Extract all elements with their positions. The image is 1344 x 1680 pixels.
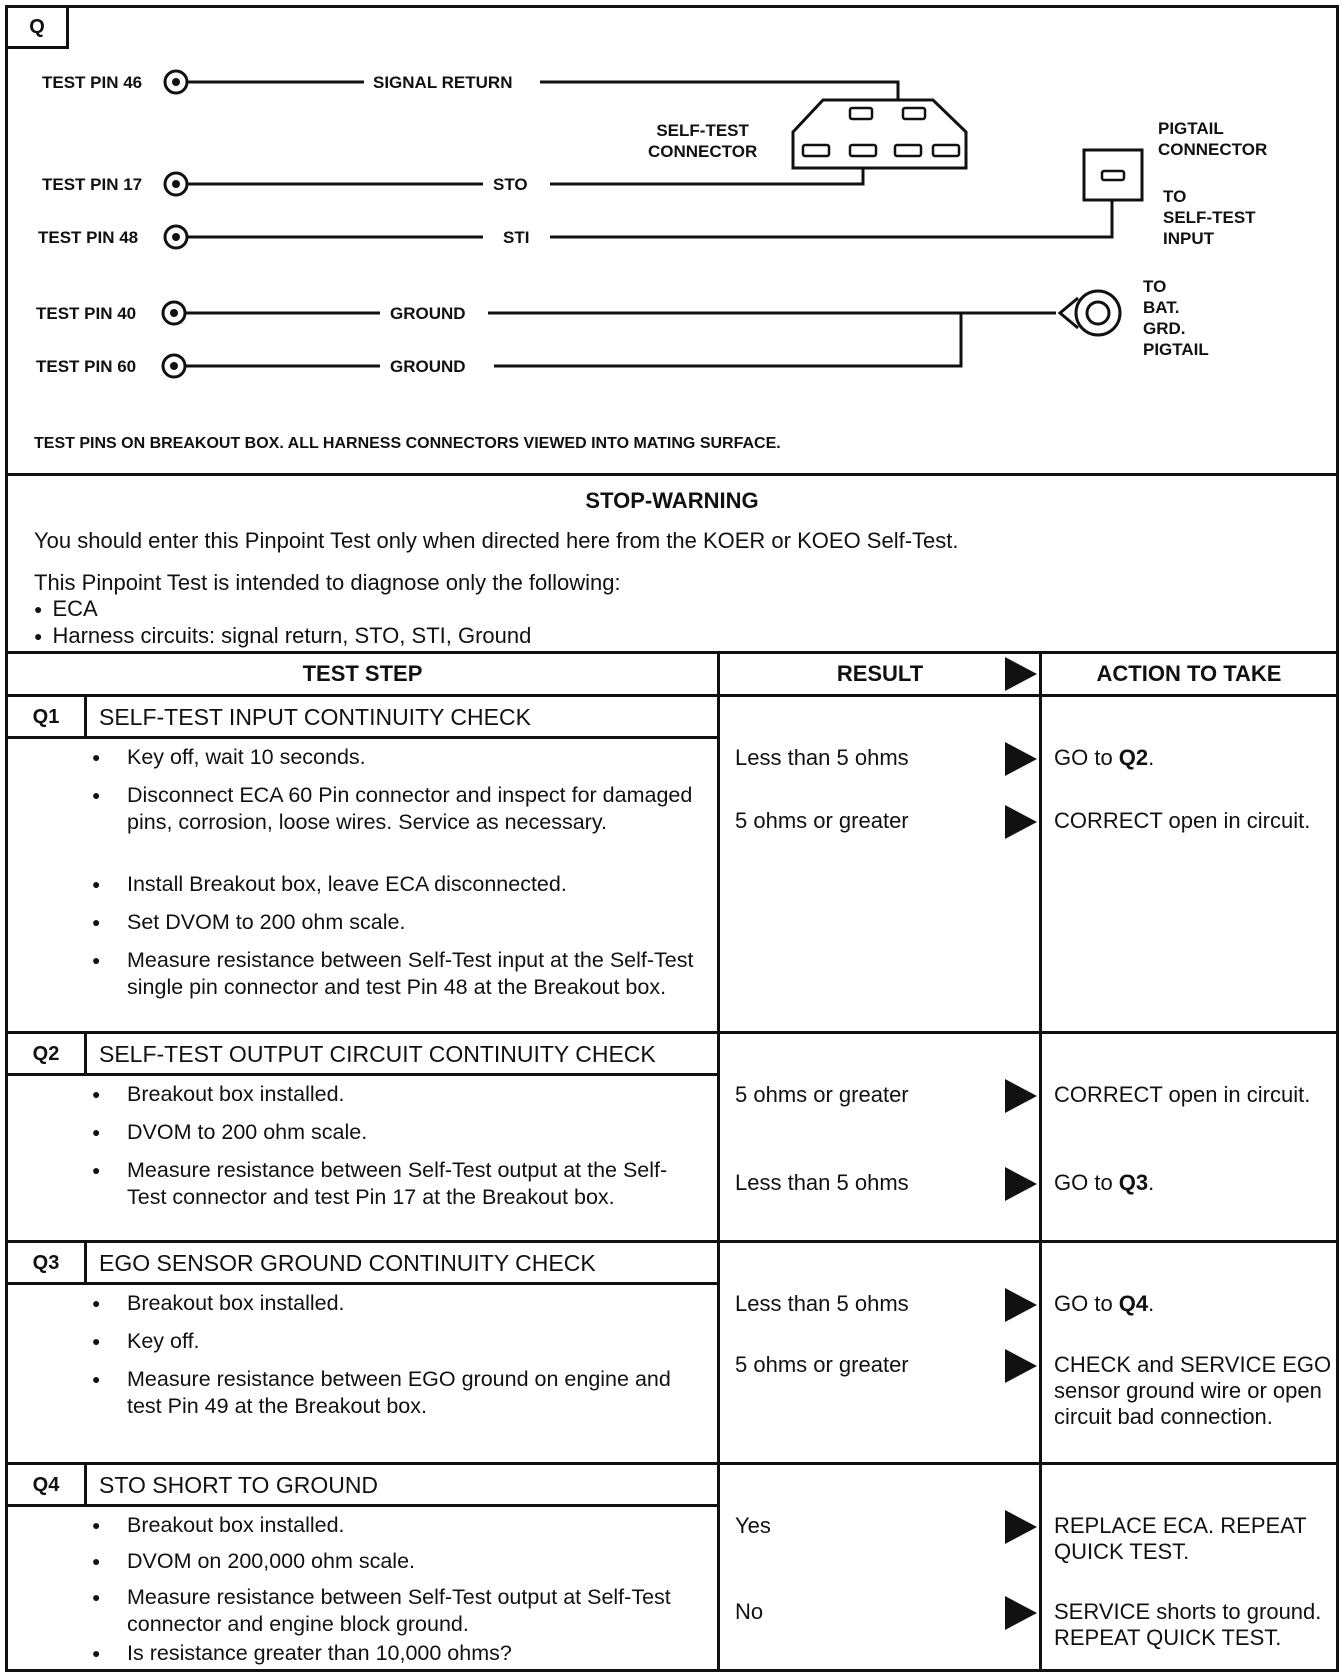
section-divider <box>8 1462 1336 1465</box>
action-text: CORRECT open in circuit. <box>1054 808 1311 833</box>
step-item: ● Measure resistance between EGO ground on engine and test Pin 49 at the Breakout box. <box>92 1367 671 1418</box>
arrow-icon <box>1005 742 1037 776</box>
arrow-icon <box>1005 657 1037 691</box>
section-title-divider <box>8 1282 717 1285</box>
pin40-signal: GROUND <box>390 304 466 323</box>
action-text: REPLACE ECA. REPEAT QUICK TEST. <box>1054 1513 1307 1564</box>
step-item: ● Measure resistance between Self-Test output at Self-Test connector and engine block ground. <box>92 1585 671 1636</box>
stop-warning <box>8 473 1336 651</box>
action-text: CORRECT open in circuit. <box>1054 1082 1311 1107</box>
section-title-divider <box>8 1073 717 1076</box>
wire-ground-60 <box>494 313 961 366</box>
section-divider <box>8 1031 1336 1034</box>
warning-line-2: This Pinpoint Test is intended to diagnose only the following: <box>34 570 621 595</box>
pin46-signal: SIGNAL RETURN <box>373 73 513 92</box>
warning-bullet: ● Harness circuits: signal return, STO, STI, Ground <box>34 623 531 649</box>
header-action: ACTION TO TAKE <box>1096 661 1282 686</box>
pigtail-connector-label: PIGTAIL CONNECTOR <box>1158 119 1268 159</box>
section-id: Q2 <box>8 1034 87 1074</box>
section-title: EGO SENSOR GROUND CONTINUITY CHECK <box>99 1250 596 1276</box>
wire-sto <box>550 168 863 184</box>
pin17-label: TEST PIN 17 <box>42 175 143 194</box>
section-divider <box>8 1240 1336 1243</box>
result-text: 5 ohms or greater <box>735 1082 909 1107</box>
step-item: ● Measure resistance between Self-Test output at the Self-Test connector and test Pin 17 at the Breakout box. <box>92 1158 668 1209</box>
pin48-label: TEST PIN 48 <box>38 228 139 247</box>
wire-signal-return <box>540 82 898 100</box>
result-text: Less than 5 ohms <box>735 1291 909 1316</box>
pin17-signal: STO <box>493 175 528 194</box>
result-text: No <box>735 1599 764 1624</box>
pin48-signal: STI <box>503 228 530 247</box>
wiring-lines <box>8 8 1336 473</box>
action-text: GO to Q3. <box>1054 1170 1155 1195</box>
step-item: ● Breakout box installed. <box>92 1291 345 1315</box>
arrow-icon <box>1005 805 1037 839</box>
warning-title: STOP-WARNING <box>585 488 759 513</box>
pigtail-connector-body <box>1084 150 1142 200</box>
result-text: Less than 5 ohms <box>735 745 909 770</box>
section-id: Q1 <box>8 697 87 737</box>
step-item: ● Measure resistance between Self-Test input at the Self-Test single pin connector and test Pin 48 at the Breakout box. <box>92 948 694 999</box>
test-table <box>8 651 1336 1672</box>
pinpoint-test-page <box>5 5 1339 1672</box>
section-id: Q4 <box>8 1465 87 1505</box>
self-test-connector-label: SELF-TEST CONNECTOR <box>648 121 758 161</box>
pin60-signal: GROUND <box>390 357 466 376</box>
to-self-test-input-label: TO SELF-TEST INPUT <box>1163 187 1256 248</box>
warning-line-1: You should enter this Pinpoint Test only when directed here from the KOER or KOEO Self-Test. <box>34 528 959 553</box>
header-divider <box>8 694 1336 697</box>
action-text: SERVICE shorts to ground. REPEAT QUICK TEST. <box>1054 1599 1322 1650</box>
result-text: Yes <box>735 1513 771 1538</box>
arrow-icon <box>1005 1079 1037 1113</box>
diagram-note: TEST PINS ON BREAKOUT BOX. ALL HARNESS CONNECTORS VIEWED INTO MATING SURFACE. <box>34 435 781 452</box>
section-id: Q3 <box>8 1243 87 1283</box>
step-item: ● Set DVOM to 200 ohm scale. <box>92 910 406 934</box>
column-divider <box>1039 654 1042 1672</box>
step-item: ● Install Breakout box, leave ECA disconnected. <box>92 872 567 896</box>
action-text: GO to Q4. <box>1054 1291 1155 1316</box>
header-result: RESULT <box>836 661 924 686</box>
section-title: SELF-TEST INPUT CONTINUITY CHECK <box>99 704 531 730</box>
section-title: STO SHORT TO GROUND <box>99 1472 379 1498</box>
wire-sti <box>550 200 1112 237</box>
step-item: ● DVOM on 200,000 ohm scale. <box>92 1549 416 1573</box>
section-title: SELF-TEST OUTPUT CIRCUIT CONTINUITY CHECK <box>99 1041 656 1067</box>
step-item: ● Breakout box installed. <box>92 1082 345 1106</box>
to-bat-grd-pigtail-label: TO BAT. GRD. PIGTAIL <box>1143 277 1209 359</box>
column-divider <box>717 654 720 1672</box>
self-test-connector-body <box>793 100 966 168</box>
action-text: CHECK and SERVICE EGO sensor ground wire or open circuit bad connection. <box>1054 1352 1332 1429</box>
action-text: GO to Q2. <box>1054 745 1155 770</box>
result-text: 5 ohms or greater <box>735 808 909 833</box>
arrow-icon <box>1005 1167 1037 1201</box>
arrow-icon <box>1005 1288 1037 1322</box>
step-item: ● DVOM to 200 ohm scale. <box>92 1120 368 1144</box>
pin46-label: TEST PIN 46 <box>42 73 143 92</box>
pin40-label: TEST PIN 40 <box>36 304 137 323</box>
step-item: ● Is resistance greater than 10,000 ohms? <box>92 1641 512 1665</box>
result-text: 5 ohms or greater <box>735 1352 909 1377</box>
pin60-label: TEST PIN 60 <box>36 357 137 376</box>
arrow-icon <box>1005 1349 1037 1383</box>
result-text: Less than 5 ohms <box>735 1170 909 1195</box>
step-item: ● Breakout box installed. <box>92 1513 345 1537</box>
section-title-divider <box>8 736 717 739</box>
step-item: ● Key off, wait 10 seconds. <box>92 745 366 769</box>
arrow-icon <box>1005 1510 1037 1544</box>
warning-bullet: ● ECA <box>34 596 98 622</box>
header-test-step: TEST STEP <box>302 661 423 686</box>
step-item: ● Key off. <box>92 1329 200 1353</box>
arrow-icon <box>1005 1596 1037 1630</box>
section-id-box: Q <box>8 8 69 49</box>
step-item: ● Disconnect ECA 60 Pin connector and inspect for damaged pins, corrosion, loose wires. Service as necessary. <box>92 783 693 834</box>
section-title-divider <box>8 1504 717 1507</box>
wiring-diagram <box>8 8 1336 473</box>
